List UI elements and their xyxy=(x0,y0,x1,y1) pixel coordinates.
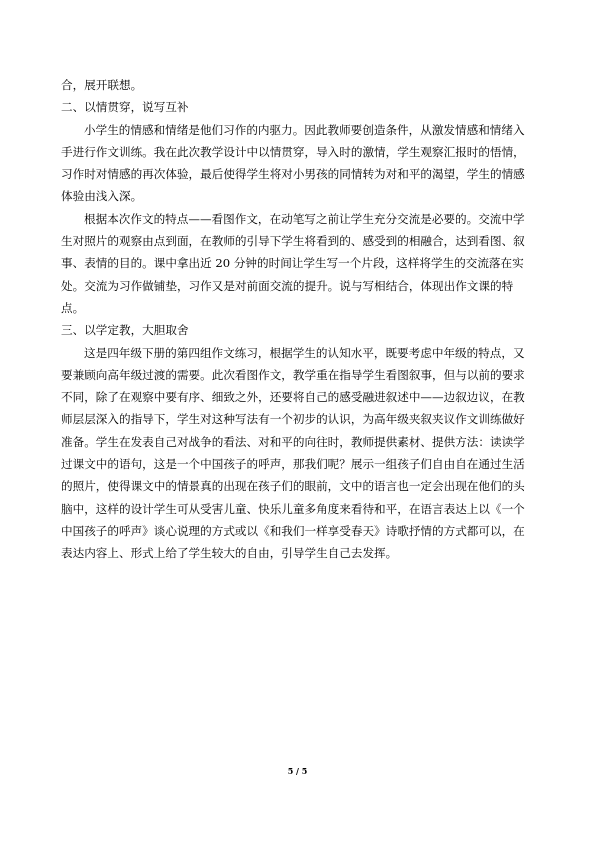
text-line: 表达内容上、形式上给了学生较大的自由，引导学生自己去发挥。 xyxy=(61,546,398,561)
text-line: 合，展开联想。 xyxy=(61,78,143,92)
text-line: 根据本次作文的特点——看图作文，在动笔写之前让学生充分交流是必要的。交流中学 xyxy=(84,211,525,226)
text-line: 处。交流为习作做铺垫，习作又是对前面交流的提升。说与写相结合，体现出作文课的特 xyxy=(61,278,514,293)
text-line: 准备。学生在发表自己对战争的看法、对和平的向往时，教师提供素材、提供方法：读读学 xyxy=(61,434,525,449)
text-line: 手进行作文训练。我在此次教学设计中以情贯穿，导入时的激情，学生观察汇报时的悟情， xyxy=(61,144,525,159)
text-line: 事、表情的目的。课中拿出近 20 分钟的时间让学生写一个片段，这样将学生的交流落在实 xyxy=(61,256,524,271)
page-number: 5 / 5 xyxy=(287,766,308,776)
text-line: 脑中，这样的设计学生可从受害儿童、快乐儿童多角度来看待和平，在语言表达上以《一个 xyxy=(61,501,525,516)
text-line: 小学生的情感和情绪是他们习作的内驱力。因此教师要创造条件，从激发情感和情绪入 xyxy=(84,122,525,137)
text-line: 这是四年级下册的第四组作文练习，根据学生的认知水平，既要考虑中年级的特点，又 xyxy=(84,345,525,360)
text-line: 要兼顾向高年级过渡的需要。此次看图作文，教学重在指导学生看图叙事，但与以前的要求 xyxy=(61,367,525,382)
section-heading: 二、以情贯穿，说写互补 xyxy=(61,100,189,115)
text-line: 的照片，使得课文中的情景真的出现在孩子们的眼前，文中的语言也一定会出现在他们的头 xyxy=(61,479,525,494)
text-line: 生对照片的观察由点到面，在教师的引导下学生将看到的、感受到的相融合，达到看图、叙 xyxy=(61,234,525,249)
text-line: 习作时对情感的再次体验，最后使得学生将对小男孩的同情转为对和平的渴望，学生的情感 xyxy=(61,167,525,182)
text-line: 不同，除了在观察中要有序、细致之外，还要将自己的感受融进叙述中——边叙边议，在教 xyxy=(61,390,525,405)
text-line: 师层层深入的指导下，学生对这种写法有一个初步的认识，为高年级夹叙夹议作文训练做好 xyxy=(61,412,525,427)
section-heading: 三、以学定教，大胆取舍 xyxy=(61,323,189,338)
document-body xyxy=(61,74,537,565)
text-line: 过课文中的语句，这是一个中国孩子的呼声，那我们呢？展示一组孩子们自由自在通过生活 xyxy=(61,457,525,472)
text-line: 体验由浅入深。 xyxy=(61,189,143,204)
text-line: 点。 xyxy=(61,300,85,315)
text-line: 中国孩子的呼声》谈心说理的方式或以《和我们一样享受春天》诗歌抒情的方式都可以，在 xyxy=(61,523,525,538)
